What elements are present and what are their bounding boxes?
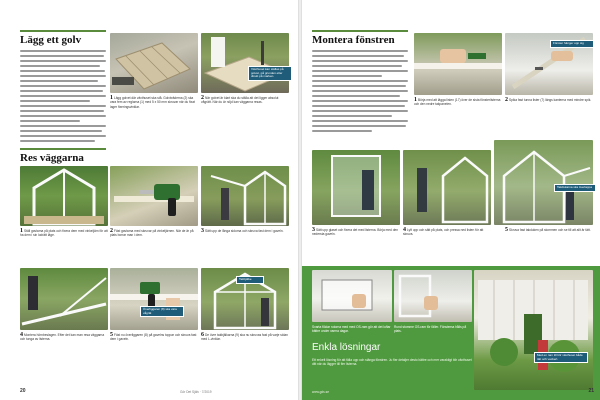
wall-beam-drawing [110,268,198,330]
wall-sides-drawing [201,166,289,226]
green-caption-2: Rund stomme OS-ram för fäller. Fönsterna hålls på plats. [394,325,467,334]
vent-detail-drawing [312,270,392,322]
step-caption-glass-4: 4Lyft upp och sätt på plats, och pressa ned listen för att skruva. [403,227,484,237]
wall-corner-drawing [20,268,108,330]
step-caption-walls-5: 5Fäst nu överliggaren (8) på gavelns toppar och skruva fast dem i gaveln. [110,332,197,342]
right-page [302,0,600,400]
photo-wall-corner [20,268,108,330]
finished-greenhouse-drawing [474,270,593,390]
page-number-right: 21 [588,388,594,394]
callout-sealing: Takdukarna ska överlappa [554,184,596,192]
section-title-walls: Res väggarna [20,152,84,164]
left-page [0,0,298,400]
photo-wall-sides [201,166,289,226]
footer-text: Gör Det Själv · 7/2019 [180,390,212,394]
step-caption-walls-2: 2Fäst gavlarna med skruvar på vinkeljärnen. När de är på plats borrar man i dem. [110,228,194,238]
step-caption-windows-2: 2Spika fast tunna lister (7) längs kanterna med mindre spik. [505,97,592,103]
intro-text-block [20,50,106,145]
photo-wall-beam [110,268,198,330]
photo-frame-detail [394,270,472,322]
windows-text-block [312,50,408,135]
step-caption-glass-5: 5Skruva fast takduken på stommen och se till att allt är tätt. [505,227,591,233]
section-rule [20,30,106,32]
callout-rafter: Takbjälke [236,276,264,284]
photo-floor-laid [201,33,289,93]
photo-wall-drill [110,166,198,226]
window-lath-drawing [414,33,502,95]
footer-url: www.gds.se [312,390,330,394]
section-title-solutions: Enkla lösningar [312,342,381,353]
callout-window: Fönster hänger upp sig [550,40,594,48]
callout-floor: Växthuset kan ställas på golvet, på grunden eller direkt på marken. [248,66,292,81]
wall-drill-drawing [110,166,198,226]
solutions-text: Ett enkelt lösning för att fälla upp och stänga fönstren. Ju fler detaljer desto bättre och mer varaktigt blir växthuset ditt när du lägger till fler listerna. [312,358,472,367]
frame-detail-drawing [394,270,472,322]
glass-install-drawing [312,150,400,225]
step-caption-floor-2: 2När golvet är klart ska du ställa att det ligger absolut vågrätt. När du är nöjd kan väggarna resas. [201,95,279,105]
greenhouse-framed-drawing [494,140,593,225]
glass-lift-drawing [403,150,491,225]
step-caption-floor-1: 1Lägg golvet där växthuset ska stå. Golvbräderna (2) ska vara fem av reglarna (1) med 5 x 50 mm skruvar när du fixat lager fixeringsvinklar. [110,95,195,109]
step-caption-walls-3: 3Sätt upp de långa sidorna och skruva fast dem i gaveln. [201,228,284,234]
floor-laid-drawing [201,33,289,93]
photo-wall-gable [20,166,108,226]
photo-greenhouse-framed [494,140,593,225]
wall-gable-drawing [20,166,108,226]
step-caption-walls-6: 6De övre takbjälkarna (9) ska nu skruvas fast på varje sidan med L-vinklar. [201,332,288,342]
callout-beam: Överliggaren (8) ska vara vågrät [140,306,184,317]
photo-glass-lift [403,150,491,225]
step-caption-walls-1: 1Ställ gavlarna på plats och fixera dem med vinkeljärn för att ha dem i sin lodrätt läge. [20,228,108,238]
photo-floor-frame [110,33,198,93]
floor-frame-drawing [110,33,198,93]
section-title-floor: Lägg ett golv [20,34,82,46]
step-caption-walls-4: 4Montera hörnbeslagen. Efter det kan man resa väggarna och tunga av listerna. [20,332,105,342]
green-caption-1: Svarta flödar rutorna med med OS-ram gör att det luftar bättre under varma dagar. [312,325,391,334]
photo-window-lath [414,33,502,95]
photo-finished-greenhouse [474,270,593,390]
step-caption-glass-3: 3Sätt upp glaset och fixera det med listerna. Börja med den nedersta gaveln. [312,227,399,237]
section-rule [312,30,408,32]
section-title-windows: Montera fönstren [312,34,395,46]
section-rule [20,148,106,150]
page-number-left: 20 [20,388,26,394]
photo-glass-install [312,150,400,225]
callout-finished: Med en ram till blir växthuset både tätt och vackert. [534,352,588,363]
step-caption-windows-1: 1Börja med att lägga listen (17) över de sista fönsterlisterna och den nedre takpanelen. [414,97,501,107]
photo-vent-detail [312,270,392,322]
